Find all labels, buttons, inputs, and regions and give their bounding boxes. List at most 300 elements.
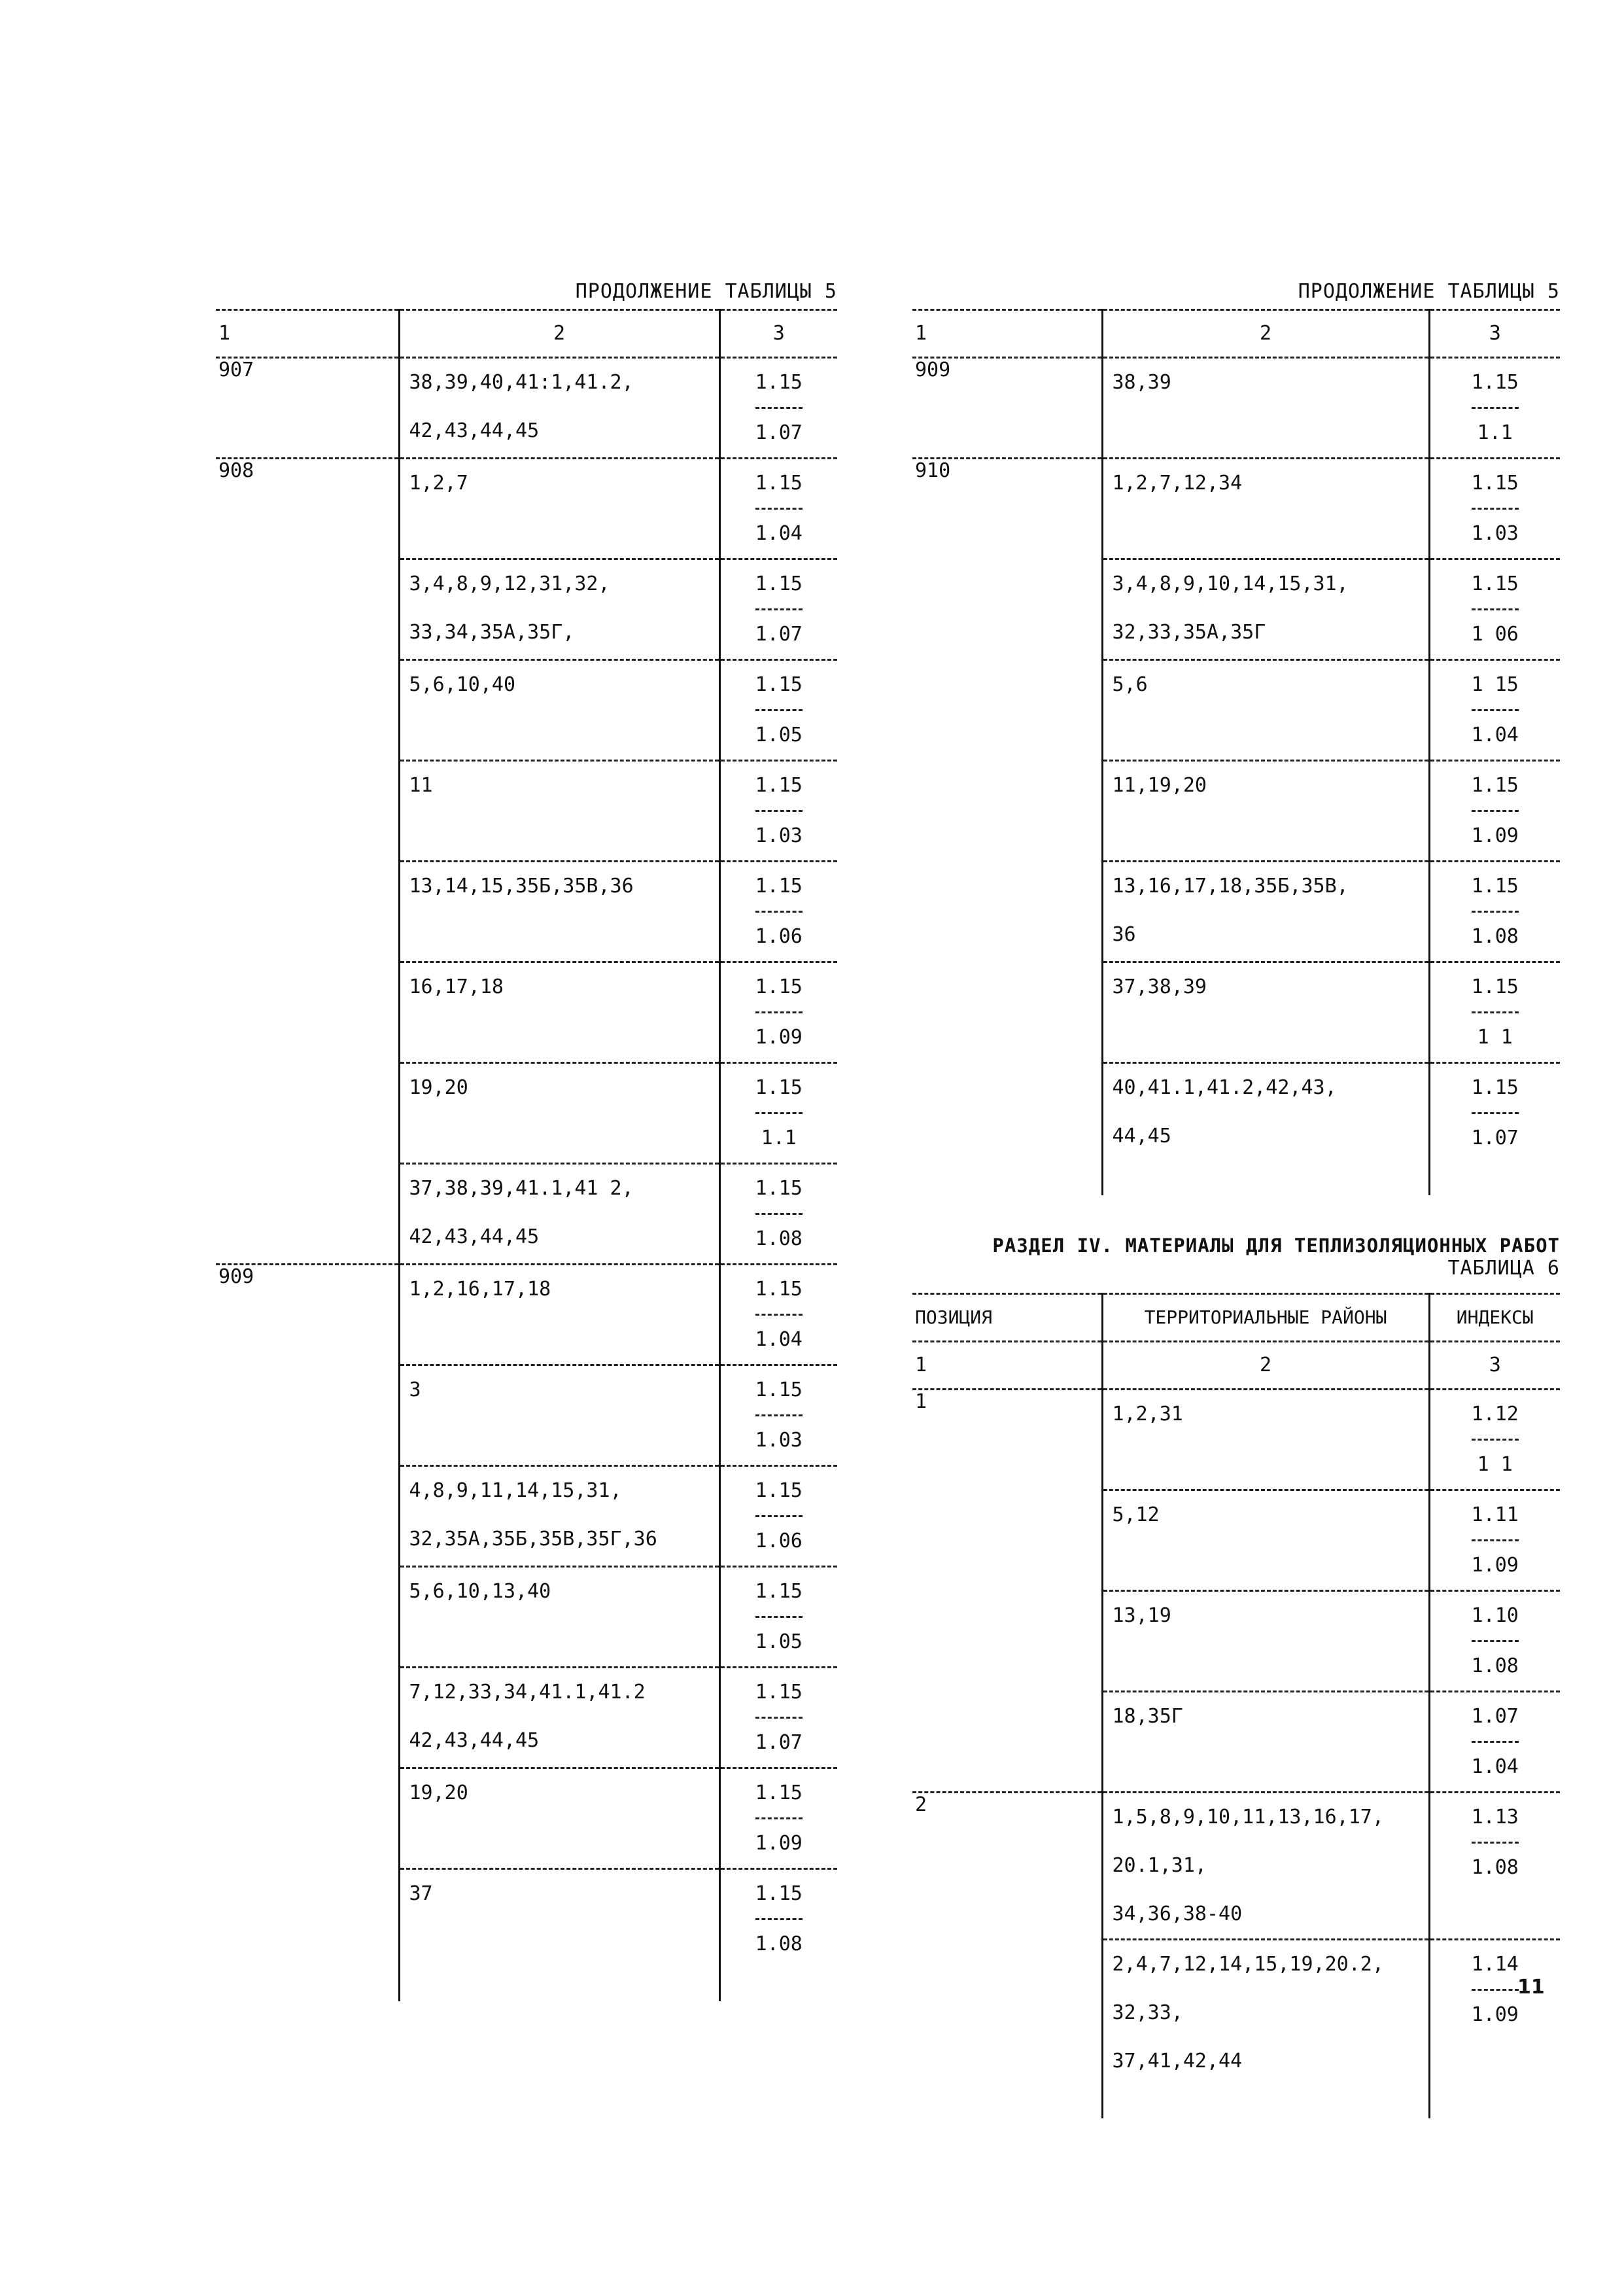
index-numerator: 1.15 [755,875,803,898]
districts-cell [1102,459,1429,559]
column-header-3: 3 [1429,310,1560,358]
districts-line: 32,33,35А,35Г [1112,621,1266,644]
index-denominator: 1.07 [755,1717,803,1767]
districts-line: 42,43,44,45 [409,1225,540,1248]
districts-line: 3,4,8,9,10,14,15,31, [1112,572,1349,595]
table-row [216,1768,837,1869]
tail-cell [912,1163,1102,1195]
index-cell [1429,358,1560,459]
column-number-3: 3 [1429,1342,1560,1390]
position-cell [216,1063,399,1164]
table-6-caption: ТАБЛИЦА 6 [1447,1257,1560,1280]
table-row [912,1063,1560,1163]
header-row [912,310,1560,358]
districts-cell [399,1668,719,1768]
districts-text [409,661,710,709]
table-row [912,1591,1560,1692]
districts-line: 32,35А,35Б,35В,35Г,36 [409,1528,657,1550]
position-cell [912,1490,1102,1591]
position-cell [216,862,399,962]
index-numerator: 1.15 [755,1882,803,1905]
index-fraction [1472,1592,1519,1691]
table-tail [912,1163,1560,1195]
index-numerator: 1.15 [755,1681,803,1704]
index-fraction [1472,661,1519,760]
districts-cell [399,358,719,459]
index-denominator: 1.09 [1472,1989,1519,2039]
districts-line: 11,19,20 [1112,774,1207,797]
column-header-indices: ИНДЕКСЫ [1429,1294,1560,1342]
districts-cell [399,559,719,660]
position-cell [216,1164,399,1265]
index-fraction [1472,1940,1519,2039]
index-denominator: 1.08 [1472,911,1519,961]
districts-cell [399,761,719,862]
position-cell [216,1567,399,1668]
section-title: РАЗДЕЛ IV. МАТЕРИАЛЫ ДЛЯ ТЕПЛИЗОЛЯЦИОННЫХ РАБОТ [992,1235,1560,1257]
position-cell: 909 [915,359,951,381]
index-cell [1429,559,1560,660]
index-numerator: 1.15 [755,1076,803,1099]
index-fraction [755,459,803,558]
index-fraction [755,1769,803,1868]
districts-line: 13,14,15,35Б,35В,36 [409,875,634,898]
column-header-2: 2 [1102,310,1429,358]
index-denominator: 1.09 [1472,810,1519,860]
districts-cell [1102,559,1429,660]
districts-line: 37,38,39 [1112,975,1207,998]
districts-cell [399,862,719,962]
index-denominator: 1.1 [1472,407,1519,457]
districts-cell [1102,761,1429,862]
table-row [912,862,1560,962]
index-cell [719,1768,837,1869]
table-tail [912,2086,1560,2118]
index-numerator: 1.13 [1471,1806,1519,1829]
districts-text [409,1064,710,1112]
districts-cell [399,1063,719,1164]
index-numerator: 1.15 [755,572,803,595]
index-cell [1429,459,1560,559]
index-cell [719,358,837,459]
tail-cell [399,1969,719,2001]
districts-cell [399,660,719,761]
index-fraction [1472,1390,1519,1489]
tail-cell [216,1969,399,2001]
table-row [912,459,1560,559]
index-fraction [1472,1064,1519,1163]
column-number-2: 2 [1102,1342,1429,1390]
column-number-row [912,1342,1560,1390]
index-denominator: 1.07 [755,608,803,659]
districts-cell [399,1466,719,1567]
table-row [912,962,1560,1063]
index-denominator: 1.03 [755,810,803,860]
position-cell [912,962,1102,1063]
index-cell [719,1869,837,1969]
districts-text [1113,1940,1419,2086]
index-denominator: 1.03 [1472,508,1519,558]
index-denominator: 1 1 [1472,1439,1519,1489]
districts-line: 19,20 [409,1781,468,1804]
position-cell: 1 [915,1390,927,1413]
index-fraction [1472,1491,1519,1590]
index-numerator: 1.15 [755,1781,803,1804]
position-cell [216,1466,399,1567]
index-fraction [1472,459,1519,558]
table-row [216,1567,837,1668]
index-cell [719,1466,837,1567]
table-row [912,1793,1560,1940]
districts-text [409,1265,710,1314]
districts-cell [399,1869,719,1969]
districts-text [409,359,710,455]
districts-cell [1102,1063,1429,1163]
index-numerator: 1.12 [1471,1403,1519,1426]
page-number: 11 [1517,1976,1545,1999]
position-cell [912,862,1102,962]
position-cell [912,1063,1102,1163]
districts-cell [1102,1940,1429,2086]
districts-line: 33,34,35А,35Г, [409,621,575,644]
districts-line: 5,6,10,40 [409,673,516,696]
index-denominator: 1.04 [755,508,803,558]
districts-text [409,1769,710,1817]
districts-text [409,560,710,657]
index-denominator: 1.08 [755,1213,803,1263]
districts-line: 38,39 [1112,371,1171,394]
table-row [912,358,1560,459]
districts-line: 37 [409,1882,433,1905]
table-6 [912,1293,1560,2118]
tail-cell [1102,1163,1429,1195]
districts-line: 5,6 [1112,673,1148,696]
index-denominator: 1.06 [755,1515,803,1566]
column-number-1: 1 [912,1342,1102,1390]
index-numerator: 1.15 [1471,774,1519,797]
index-numerator: 1.15 [755,1278,803,1301]
index-cell [719,862,837,962]
districts-line: 42,43,44,45 [409,419,540,442]
index-cell [1429,962,1560,1063]
index-fraction [1472,1692,1519,1791]
districts-text [1113,459,1419,508]
index-fraction [755,1165,803,1263]
districts-cell [399,962,719,1063]
districts-line: 13,19 [1112,1604,1171,1627]
table-row [912,1490,1560,1591]
index-numerator: 1.15 [1471,371,1519,394]
districts-text [1113,359,1419,407]
index-cell [1429,761,1560,862]
position-cell [912,761,1102,862]
table-row [216,962,837,1063]
districts-cell [1102,1390,1429,1490]
districts-text [1113,1064,1419,1161]
districts-line: 2,4,7,12,14,15,19,20.2, [1112,1953,1384,1976]
index-fraction [755,1568,803,1666]
districts-line: 7,12,33,34,41.1,41.2 [409,1681,646,1704]
districts-line: 4,8,9,11,14,15,31, [409,1479,622,1502]
table-row [912,1692,1560,1793]
districts-line: 19,20 [409,1076,468,1099]
index-denominator: 1.1 [755,1112,803,1163]
districts-line: 11 [409,774,433,797]
index-cell [1429,1692,1560,1793]
index-numerator: 1.15 [1471,875,1519,898]
districts-cell [1102,862,1429,962]
districts-text [409,1870,710,1918]
index-fraction [755,359,803,457]
table-row [912,1390,1560,1490]
districts-cell [399,1365,719,1466]
index-fraction [755,661,803,760]
position-cell [216,559,399,660]
table-5-continued-left [216,309,837,2001]
index-denominator: 1 1 [1472,1011,1519,1062]
districts-text [409,862,710,911]
index-denominator: 1 06 [1472,608,1519,659]
table-row [216,1063,837,1164]
table-caption: ПРОДОЛЖЕНИЕ ТАБЛИЦЫ 5 [1298,280,1560,303]
table-row [216,559,837,660]
districts-cell [399,1768,719,1869]
districts-text [1113,1592,1419,1640]
index-cell [1429,660,1560,761]
districts-text [409,1668,710,1765]
index-fraction [755,1467,803,1566]
index-numerator: 1.15 [755,1378,803,1401]
index-fraction [1472,862,1519,961]
index-numerator: 1.14 [1471,1953,1519,1976]
index-cell [1429,1591,1560,1692]
column-header-position: ПОЗИЦИЯ [912,1294,1102,1342]
index-cell [1429,1940,1560,2086]
column-header-2: 2 [399,310,719,358]
districts-line: 3 [409,1378,421,1401]
table-row [216,660,837,761]
index-denominator: 1.06 [755,911,803,961]
header-row [912,1294,1560,1342]
index-fraction [755,1668,803,1767]
districts-cell [399,1265,719,1365]
position-cell [216,1869,399,1969]
position-cell [216,761,399,862]
index-numerator: 1.11 [1471,1503,1519,1526]
index-denominator: 1.04 [1472,1741,1519,1791]
table-5-continued-right [912,309,1560,1195]
districts-line: 38,39,40,41:1,41.2, [409,371,634,394]
index-denominator: 1.09 [755,1817,803,1868]
index-numerator: 1.15 [755,371,803,394]
index-fraction [1472,1793,1519,1892]
index-cell [719,1265,837,1365]
position-cell: 910 [912,459,1102,559]
districts-text [1113,560,1419,657]
districts-text [1113,1390,1419,1439]
districts-cell [399,1164,719,1265]
table-caption: ПРОДОЛЖЕНИЕ ТАБЛИЦЫ 5 [575,280,837,303]
index-fraction [755,1265,803,1364]
districts-line: 42,43,44,45 [409,1729,540,1752]
index-cell [719,1063,837,1164]
index-cell [1429,1793,1560,1940]
districts-text [1113,762,1419,810]
table-row [912,559,1560,660]
index-denominator: 1.09 [1472,1539,1519,1590]
districts-text [409,459,710,508]
index-numerator: 1.15 [755,1580,803,1603]
districts-cell [1102,1692,1429,1793]
index-cell [1429,1063,1560,1163]
index-cell [719,660,837,761]
index-numerator: 1.07 [1471,1705,1519,1728]
position-cell [216,660,399,761]
districts-text [409,963,710,1011]
index-denominator: 1.08 [1472,1640,1519,1691]
table-row [216,1164,837,1265]
districts-cell [1102,1793,1429,1940]
index-denominator: 1.04 [1472,709,1519,760]
index-numerator: 1.15 [755,975,803,998]
districts-line: 1,2,16,17,18 [409,1278,551,1301]
index-numerator: 1.15 [1471,472,1519,495]
position-cell: 2 [912,1793,1102,1940]
index-denominator: 1.07 [755,407,803,457]
table-row [216,1365,837,1466]
column-header-1: 1 [216,310,399,358]
index-fraction [1472,762,1519,860]
index-fraction [1472,963,1519,1062]
table-row [216,761,837,862]
position-cell [912,559,1102,660]
index-denominator: 1.07 [1472,1112,1519,1163]
index-denominator: 1.03 [755,1414,803,1465]
index-numerator: 1.15 [755,1479,803,1502]
index-denominator: 1.05 [755,1616,803,1666]
index-numerator: 1.15 [755,1177,803,1200]
districts-text [409,762,710,810]
index-fraction [755,1064,803,1163]
districts-line: 5,12 [1112,1503,1160,1526]
districts-line: 37,41,42,44 [1112,2050,1243,2073]
table-row [216,1869,837,1969]
districts-line: 1,2,31 [1112,1403,1183,1426]
districts-cell [1102,1591,1429,1692]
index-numerator: 1.15 [1471,572,1519,595]
index-cell [719,1365,837,1466]
tail-cell [719,1969,837,2001]
index-fraction [1472,359,1519,457]
table-tail [216,1969,837,2001]
position-cell: 909 [216,1265,399,1365]
districts-text [1113,1491,1419,1539]
index-denominator: 1.08 [755,1918,803,1969]
index-cell [1429,1490,1560,1591]
index-cell [719,559,837,660]
column-header-1: 1 [912,310,1102,358]
districts-text [409,1568,710,1616]
table-row [216,459,837,559]
index-fraction [755,862,803,961]
index-numerator: 1.10 [1471,1604,1519,1627]
table-row [216,1668,837,1768]
tail-cell [1429,1163,1560,1195]
column-header-districts: ТЕРРИТОРИАЛЬНЫЕ РАЙОНЫ [1102,1294,1429,1342]
table-row [912,761,1560,862]
index-fraction [755,963,803,1062]
districts-line: 20.1,31, [1112,1854,1207,1877]
districts-text [1113,1793,1419,1938]
position-cell: 907 [218,359,254,381]
tail-cell [1429,2086,1560,2118]
districts-cell [399,459,719,559]
position-cell [216,1365,399,1466]
index-cell [719,1668,837,1768]
table-row [216,1265,837,1365]
districts-text [1113,862,1419,959]
index-fraction [755,1870,803,1969]
index-cell [1429,1390,1560,1490]
table-row [912,660,1560,761]
districts-line: 36 [1112,923,1136,946]
districts-text [409,1366,710,1414]
districts-line: 32,33, [1112,2001,1183,2024]
index-cell [719,459,837,559]
index-cell [1429,862,1560,962]
districts-line: 13,16,17,18,35Б,35В, [1112,875,1349,898]
districts-cell [399,1567,719,1668]
districts-line: 44,45 [1112,1125,1171,1148]
districts-line: 1,5,8,9,10,11,13,16,17, [1112,1806,1384,1829]
header-row [216,310,837,358]
position-cell [912,1591,1102,1692]
position-cell [912,660,1102,761]
districts-line: 3,4,8,9,12,31,32, [409,572,610,595]
districts-line: 37,38,39,41.1,41 2, [409,1177,634,1200]
column-header-3: 3 [719,310,837,358]
right-block [912,275,1560,2118]
index-cell [719,1164,837,1265]
position-cell [216,1768,399,1869]
index-fraction [755,560,803,659]
index-cell [719,962,837,1063]
index-denominator: 1.04 [755,1314,803,1364]
index-cell [719,1567,837,1668]
districts-line: 34,36,38-40 [1112,1902,1243,1925]
index-numerator: 1.15 [755,673,803,696]
districts-text [409,1165,710,1261]
index-denominator: 1.05 [755,709,803,760]
districts-cell [1102,962,1429,1063]
districts-text [1113,1692,1419,1741]
position-cell [216,962,399,1063]
index-numerator: 1 15 [1471,673,1519,696]
districts-text [409,1467,710,1564]
tail-cell [912,2086,1102,2118]
tail-cell [1102,2086,1429,2118]
districts-text [1113,661,1419,709]
left-table-block [216,275,837,2001]
table-row [216,862,837,962]
districts-line: 1,2,7,12,34 [1112,472,1243,495]
districts-line: 40,41.1,41.2,42,43, [1112,1076,1337,1099]
districts-line: 1,2,7 [409,472,468,495]
position-cell: 908 [216,459,399,559]
index-fraction [755,762,803,860]
districts-line: 5,6,10,13,40 [409,1580,551,1603]
index-denominator: 1.08 [1472,1842,1519,1892]
